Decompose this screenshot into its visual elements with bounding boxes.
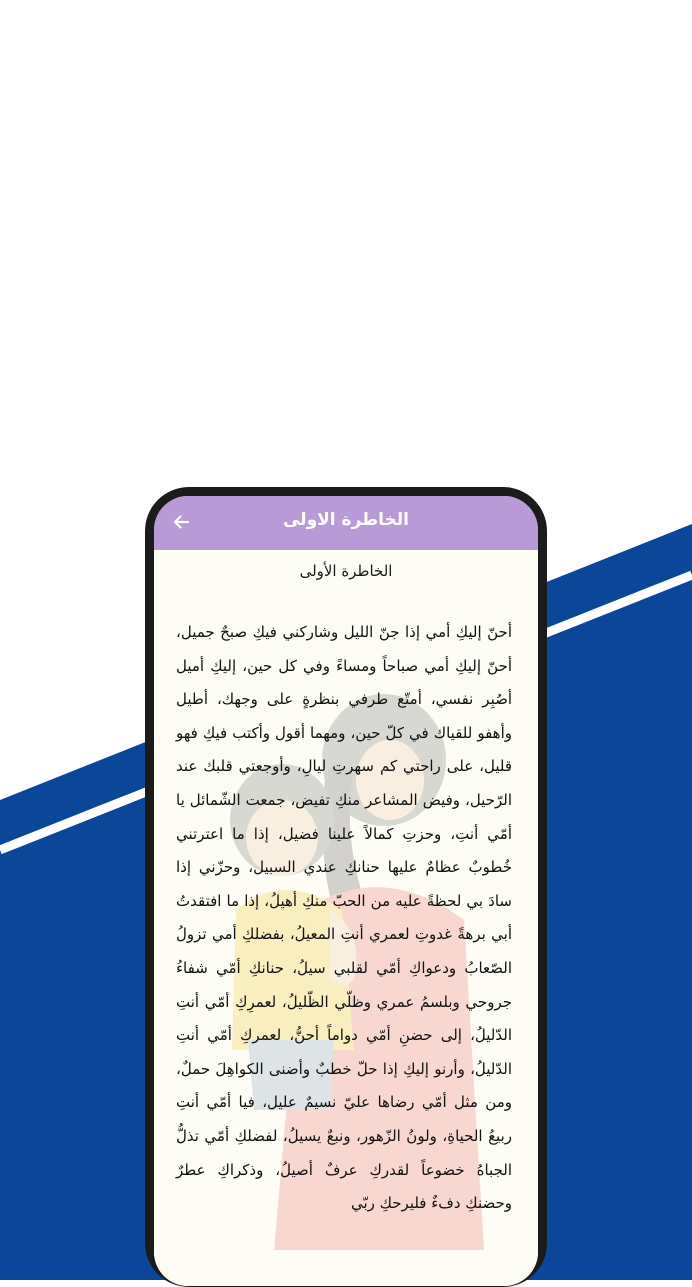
body-text: أحنّ إليكِ أمي إذا جنّ الليل وشاركني فيكِ صبحٌ جميل، أحنّ إليكِ أمي صباحاً ومساءً وفي كل حين، إليكِ أميل أصُبِر نفسي، أمتّع طرفي بنظرةٍ على وجهك، أطيل وأهفو للقياك في كلّ حين، ومهما أقول وأكتب فيكِ فهو قليل، على راحتي كم سهرتِ ليالِ، وأوجعتي قلبك عند الرّحيل، وفيض المشاعر منكِ تفيض، جمعت الشّمائل يا أمّي أنتِ، وحزتِ كمالاً علينا فضيل، إذا ما اعترتني خُطوبٌ عظامٌ عليها حنانكِ عندي السبيل، وحزّني إذا سادَ بي لحظةً عليه من الحبّ منكِ أهيلُ، إذا ما افتقدتُ أبي برهةً غدوتِ لعمري أنتِ المعيلُ، بفضلكِ أمي تزولُ الصّعابُ ودعواكِ أمّي لقلبي سيلُ، حنانكِ أمّي شفاءُ جروحي وبلسمُ عمري وظلّي الظّليلُ، لعمرِكِ أمّي أنتِ الدّليلُ، إلى حضنِ أمّي دواماً أحنُّ، لعمركِ أمّي أنتِ الدّليلُ، وأرنو إليكِ إذا حلّ خطبٌ وأضنى الكواهِلَ حملٌ، ومن مثل أمّي رضاها عليّ نسيمٌ عليل، فيا أمّي أنتِ ربيعُ الحياةِ، ولونُ الزّهور، ونبعٌ يسيلُ، لفضلكِ أمّي تذلُّ الجباهُ خضوعاً لقدركِ عرفٌ أصيلُ، وذكراكِ عطرٌ وحضنكِ دفءٌ فليرحكِ ربّي bbox=[176, 623, 512, 1213]
phone-screen bbox=[154, 496, 538, 1286]
back-button[interactable] bbox=[164, 507, 198, 537]
app-bar bbox=[154, 496, 538, 550]
phone-mockup bbox=[145, 487, 547, 1287]
app-bar-title: الخاطرة الاولى bbox=[282, 510, 410, 530]
page-heading: الخاطرة الأولى bbox=[299, 562, 393, 580]
arrow-left-icon bbox=[171, 512, 191, 532]
content-area bbox=[154, 550, 538, 1286]
